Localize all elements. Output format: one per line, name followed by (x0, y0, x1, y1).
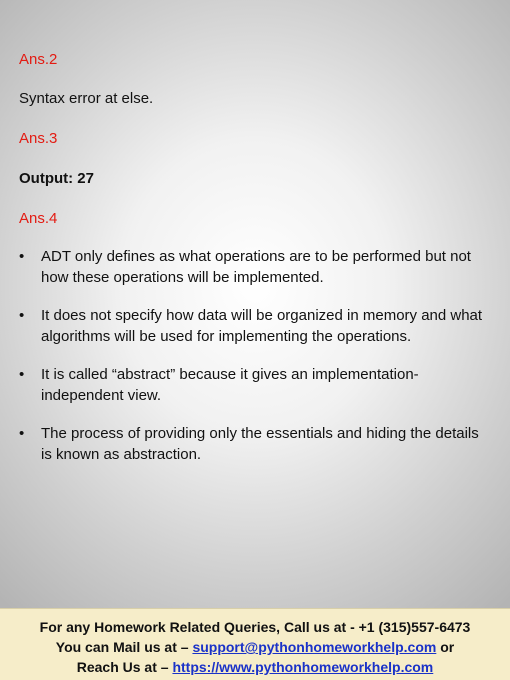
answer-content (19, 49, 489, 482)
footer-email-line (0, 637, 510, 657)
list-item (19, 305, 491, 347)
bullet-icon: • (19, 307, 25, 324)
bullet-icon: • (19, 248, 25, 265)
bullet-text: It does not specify how data will be organized in memory and what algorithms will be used for implementing the operations. (41, 307, 483, 345)
ans4-bullet-list (19, 246, 489, 465)
bullet-text: It is called “abstract” because it gives an implementation-independent view. (41, 366, 419, 404)
bullet-text: The process of providing only the essentials and hiding the details is known as abstraction. (41, 425, 479, 463)
footer-email-suffix: or (436, 639, 455, 655)
bullet-text: ADT only defines as what operations are to be performed but not how these operations will be implemented. (41, 248, 471, 286)
footer-website-line (0, 657, 510, 677)
bullet-icon: • (19, 425, 25, 442)
contact-footer (0, 608, 510, 680)
bullet-icon: • (19, 366, 25, 383)
footer-email-prefix: You can Mail us at – (55, 639, 193, 655)
ans2-text: Syntax error at else. (19, 90, 154, 107)
footer-phone-line: For any Homework Related Queries, Call us at - +1 (315)557-6473 (39, 619, 471, 635)
ans3-text: Output: 27 (19, 170, 94, 187)
list-item (19, 246, 491, 288)
ans4-heading: Ans.4 (19, 210, 58, 227)
list-item (19, 364, 491, 406)
list-item (19, 423, 491, 465)
footer-website-prefix: Reach Us at – (76, 659, 173, 675)
ans3-heading: Ans.3 (19, 130, 58, 147)
website-link[interactable]: https://www.pythonhomeworkhelp.com (172, 659, 434, 675)
ans2-heading: Ans.2 (19, 51, 58, 68)
email-link[interactable]: support@pythonhomeworkhelp.com (192, 639, 437, 655)
